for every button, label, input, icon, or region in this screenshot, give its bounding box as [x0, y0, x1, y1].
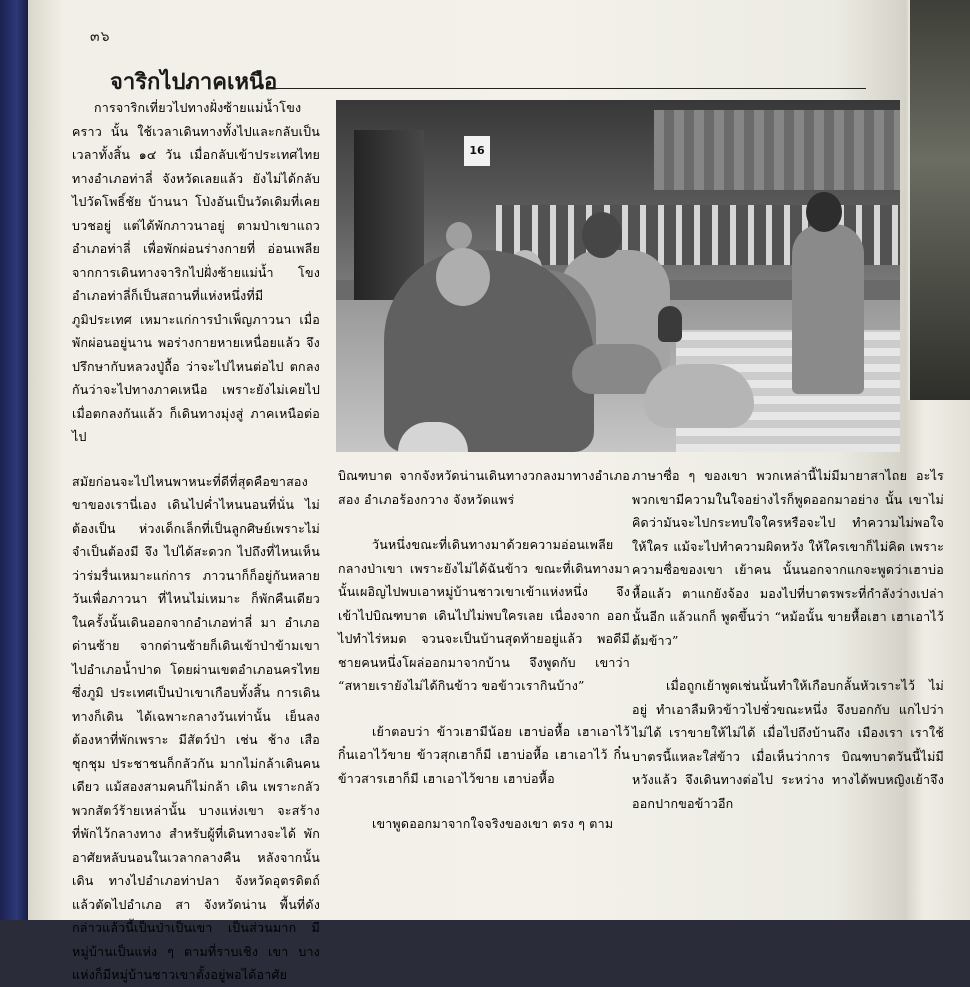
line: ไม่อยู่ ทำเอาลืมหิวข้าวไปชั่วขณะหนึ่ง จึงบอกกับ [632, 678, 944, 717]
line: ก็พักคืนเดียว ในครั้งนั้นเดินออกจากอำเภอท่าลี่ มา [72, 591, 320, 630]
line: เข้าไปบิณฑบาต เดินไปไม่พบใครเลย เนื่องจาก [338, 607, 600, 623]
line: สา จังหวัดน่าน พื้นที่ดังกล่าวแล้วนี้เป็นป่าเป็นเขา [72, 896, 320, 935]
line: การจาริกเที่ยวไปทางฝั่งซ้ายแม่น้ำโขงคราว [72, 100, 302, 139]
line: นั้นเผอิญไปพบเอาหมู่บ้านชาวเขาเข้าแห่งหนึ่ง จึง [338, 584, 630, 599]
line: ได้เฉพาะกลางวันเท่านั้น เย็นลงต้องหาที่พักเพราะ [72, 708, 320, 747]
title-rule [266, 88, 866, 89]
line: เขาว่า “สหายเรายังไม่ได้กินข้าว ขอข้าวเรากินบ้าง” [338, 654, 630, 693]
line: เย้าตอบว่า ข้าวเฮามีน้อย เฮาบ่อหื้อ เฮาเอาไว้ [372, 723, 630, 739]
line: ภาวนาก็ก็อยู่กันหลายวันเพื่อภาวนา ที่ไหนไม่เหมาะ [72, 567, 320, 606]
line: ภาคเหนือต่อไป [72, 405, 320, 444]
number-sign: 16 [464, 136, 490, 166]
line: ออกไปทำไร่หมด จวนจะเป็นบ้านสุดท้ายอยู่แล้ว [338, 607, 630, 646]
line: เป็นส่วนมาก มีหมู่บ้านเป็นแห่ง ๆ ตามที่ราบเชิง [72, 920, 320, 959]
line: ๑๔ วัน เมื่อกลับเข้าประเทศไทยทางอำเภอท่าลี่ [72, 147, 320, 186]
line: เมืองเรา เราใช้บาตรนี้แหละใส่ข้าว เมื่อเห็นว่าการ [632, 725, 944, 764]
line: กิ๋นเอาไว้ขาย ข้าวสุกเฮาก็มี เฮาบ่อหื้อ เฮาเอาไว้ [338, 747, 608, 762]
line: เดิน เพราะกลัวพวกสัตว์ร้ายเหล่านั้น บางแห่งเขา [72, 779, 320, 818]
line: วันหนึ่งขณะที่เดินทางมาด้วยความอ่อนเพลีย [372, 537, 614, 552]
paragraph [632, 674, 944, 815]
line: นั้น เขาไม่คิดว่ามันจะไปกระทบใจใครหรือจะไป [632, 491, 944, 530]
standing-figure [792, 224, 864, 394]
line: เขา บางแห่งก็มีหมู่บ้านชาวเขาตั้งอยู่พอได้อาศัย [72, 943, 320, 982]
line: ไปอำเภอน้ำปาด โดยผ่านเขตอำเภอนครไทย ซึ่งภูมิ [72, 661, 320, 700]
line: แกไปว่า ไม่ได้ เราขายให้ไม่ได้ เมื่อไปถึงบ้านถึง [632, 701, 944, 740]
line: เพราะยังไม่เคยไป เมื่อตกลงกันแล้ว ก็เดินทางมุ่งสู่ [72, 382, 320, 421]
line: อำเภอด่านซ้าย จากด่านซ้ายก็เดินเข้าป่าข้ามเขา [72, 614, 320, 653]
line: เหมาะแก่การบำเพ็ญภาวนา เมื่อพักผ่อนอยู่นาน [72, 311, 320, 350]
line: ทางไปอำเภอท่าปลา จังหวัดอุตรดิตถ์แล้วตัดไปอำเภอ [72, 873, 320, 912]
line: ทางได้พบหญิงเย้าจึงออกปากขอข้าวอีก [632, 772, 944, 811]
line: ห่วงเด็กเล็กที่เป็นลูกศิษย์เพราะไม่จำเป็นต้องมี จึง [72, 520, 320, 559]
paragraph [338, 720, 630, 791]
line: จังหวัดเลยแล้ว ยังไม่ได้กลับไปวัดโพธิ์ชัย บ้านนา [72, 170, 320, 209]
column-3 [632, 464, 944, 815]
line: กลางป่าเขา เพราะยังไม่ได้ฉันข้าว ขณะที่เดินทางมา [338, 560, 630, 576]
line: พอดีมีชายคนหนึ่งโผล่ออกมาจากบ้าน จึงพูดกับ [338, 631, 630, 670]
paragraph [632, 464, 944, 652]
line: ให้ใครเขาก็ไม่คิด เพราะความซื่อของเขา เย้าคน [632, 538, 944, 577]
column-2 [338, 464, 630, 836]
monk-front-head [436, 248, 490, 306]
line: ขาของเรานี่เอง เดินไปค่ำไหนนอนที่นั่น ไม่ต้องเป็น [72, 497, 320, 536]
tiled-roof [654, 110, 900, 190]
monk-head-back [446, 222, 472, 250]
line: ทำความไม่พอใจให้ใคร แม้จะไปทำความผิดหวัง [632, 515, 944, 554]
column-1 [72, 96, 320, 987]
line: ตามป่าเขาแถวอำเภอท่าลี่ เพื่อพักผ่อนร่างกายที่ [72, 217, 320, 256]
standing-figure-head [806, 192, 842, 232]
line: เขาพูดออกมาจากใจจริงของเขา ตรง ๆ ตาม [372, 816, 614, 831]
line: บิณฑบาตวันนี้ไม่มีหวังแล้ว จึงเดินทางต่อไป ระหว่าง [632, 748, 944, 787]
monks-alms-photo [336, 100, 900, 452]
line: สอง อำเภอร้องกวาง จังหวัดแพร่ [338, 491, 515, 507]
line: อ่อนเพลียจากการเดินทางจาริกไปฝั่งซ้ายแม่น้ำ [72, 241, 320, 280]
line: จะสร้างที่พักไว้กลางทาง สำหรับผู้ที่เดินทางจะได้ [72, 802, 320, 841]
line: ไปได้สะดวก ไปถึงที่ไหนเห็นว่าร่มรื่นเหมาะแก่การ [72, 544, 320, 583]
alms-bowl [644, 364, 754, 428]
line: นั้น ใช้เวลาเดินทางทั้งไปและกลับเป็นเวลาทั้งสิ้น [72, 123, 320, 162]
paragraph [338, 812, 630, 836]
line: โขง อำเภอท่าลี่ก็เป็นสถานที่แห่งหนึ่งที่มีภูมิประเทศ [72, 264, 320, 327]
section-title: จาริกไปภาคเหนือ [110, 70, 278, 95]
paragraph [72, 470, 320, 987]
line: โป่งอันเป็นวัดเดิมที่เคยบวชอยู่ แต่ได้พักภาวนาอยู่ [72, 194, 320, 233]
line: ประเทศเป็นป่าเขาเกือบทั้งสิ้น การเดินทางก็เดิน [72, 685, 320, 724]
line: มองไปที่บาตรพระที่กำลังว่างเปล่านั้นอีก แล้วแกก็ [632, 585, 944, 624]
paragraph [338, 464, 630, 511]
offering-vessel [658, 306, 682, 342]
paragraph [338, 533, 630, 698]
line: ว่าจะไปไหนต่อไป ตกลงกันว่าจะไปทางภาคเหนือ [72, 358, 320, 397]
line: พักอาศัยหลับนอนในเวลากลางคืน หลังจากนั้นเดิน [72, 826, 320, 888]
paragraph [72, 96, 320, 449]
line: เมื่อถูกเย้าพูดเช่นนั้นทำให้เกือบกลั้นหัวเราะไว้ [666, 678, 916, 693]
line: มีสัตว์ป่า เช่น ช้าง เสือ ชุกชุม ประชาชนก็กลัวกัน [72, 732, 320, 771]
facing-page-photo [908, 0, 970, 400]
book-binding [0, 0, 30, 920]
line: ภาษาซื่อ ๆ ของเขา พวกเหล่านี้ไม่มีมายาสาไถย [632, 468, 908, 483]
line: สมัยก่อนจะไปไหนพาหนะที่ดีที่สุดคือขาสอง [72, 473, 308, 489]
line: นั้นนอกจากแกจะพูดว่าเฮาบ่อหื้อแล้ว ตาแกยังจ้อง [632, 562, 944, 601]
page-number: ๓๖ [90, 29, 111, 45]
seated-man-head [582, 212, 622, 258]
line: พูดขึ้นว่า “หม้อนั้น ขายหื้อเฮา เฮาเอาไว้ต้มข้าว” [632, 609, 944, 648]
line: มากไม่กล้าเดินคนเดียว แม้สองสามคนก็ไม่กล้า [72, 755, 320, 794]
line: บิณฑบาต จากจังหวัดน่านเดินทางวกลงมาทางอำเภอ [338, 468, 630, 483]
line: กิ๋น ข้าวสารเฮาก็มี เฮาเอาไว้ขาย เฮาบ่อหื้อ [338, 747, 630, 786]
line: พอร่างกายหายเหนื่อยแล้ว จึงปรึกษากับหลวงปู่ถื้อ [72, 335, 320, 374]
line: อะไร พวกเขามีความในใจอย่างไรก็พูดออกมาอย่าง [632, 468, 944, 507]
